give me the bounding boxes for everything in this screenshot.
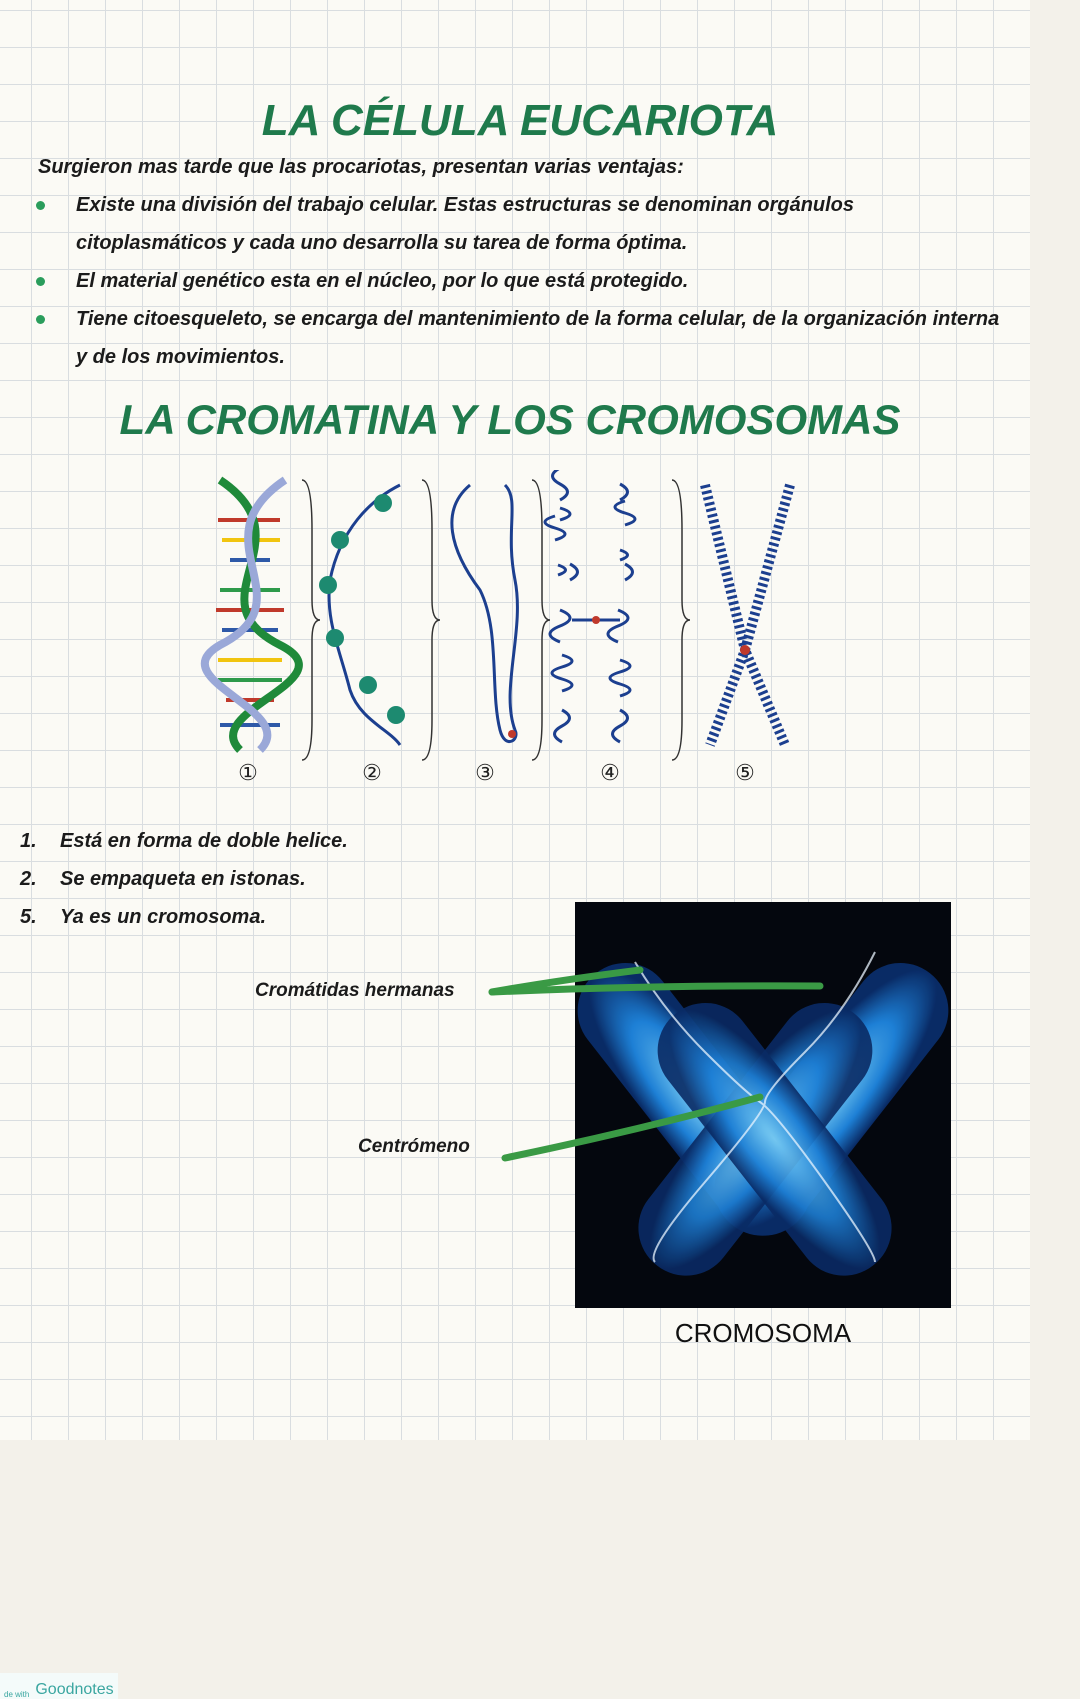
- chromatin-fiber-icon: [452, 485, 518, 742]
- diagram-number-1: ①: [238, 761, 258, 786]
- nucleosome-fiber-icon: [319, 485, 405, 745]
- bullet-dot-icon: [36, 201, 45, 210]
- diagram-number-3: ③: [475, 761, 495, 786]
- chromosome-icon: [705, 485, 790, 745]
- chromosome-photo: [575, 902, 951, 1308]
- section-title: LA CROMATINA Y LOS CROMOSOMAS: [119, 396, 901, 443]
- page-title: LA CÉLULA EUCARIOTA: [261, 96, 779, 145]
- list-item: El material genético esta en el núcleo, por lo que está protegido.: [30, 262, 1010, 300]
- list-item: 2. Se empaqueta en istonas.: [20, 868, 306, 890]
- brand-watermark: de with Goodnotes: [0, 1673, 118, 1699]
- diagram-number-2: ②: [362, 761, 382, 786]
- list-item: Tiene citoesqueleto, se encarga del mantenimiento de la forma celular, de la organización interna y de los movimientos.: [30, 300, 1010, 376]
- double-helix-icon: [205, 480, 299, 750]
- diagram-number-5: ⑤: [735, 761, 755, 786]
- list-item: 1. Está en forma de doble helice.: [20, 830, 348, 852]
- chromatin-diagram: [200, 470, 820, 800]
- steps-list: [20, 822, 348, 936]
- photo-caption: CROMOSOMA: [674, 1318, 852, 1348]
- advantages-list: [30, 186, 1010, 376]
- diagram-number-4: ④: [600, 761, 620, 786]
- list-item: Existe una división del trabajo celular. Estas estructuras se denominan orgánulos citoplasmáticos y cada uno desarrolla su tarea de forma óptima.: [30, 186, 1010, 262]
- centromere-dot-icon: [740, 645, 750, 655]
- condensed-chromatin-icon: [545, 470, 635, 742]
- intro-text: Surgieron mas tarde que las procariotas, presentan varias ventajas:: [38, 156, 684, 178]
- label-centromero: Centrómeno: [358, 1136, 470, 1157]
- bullet-dot-icon: [36, 277, 45, 286]
- bullet-dot-icon: [36, 315, 45, 324]
- label-cromatidas-hermanas: Cromátidas hermanas: [255, 980, 455, 1001]
- list-item: 5. Ya es un cromosoma.: [20, 906, 266, 928]
